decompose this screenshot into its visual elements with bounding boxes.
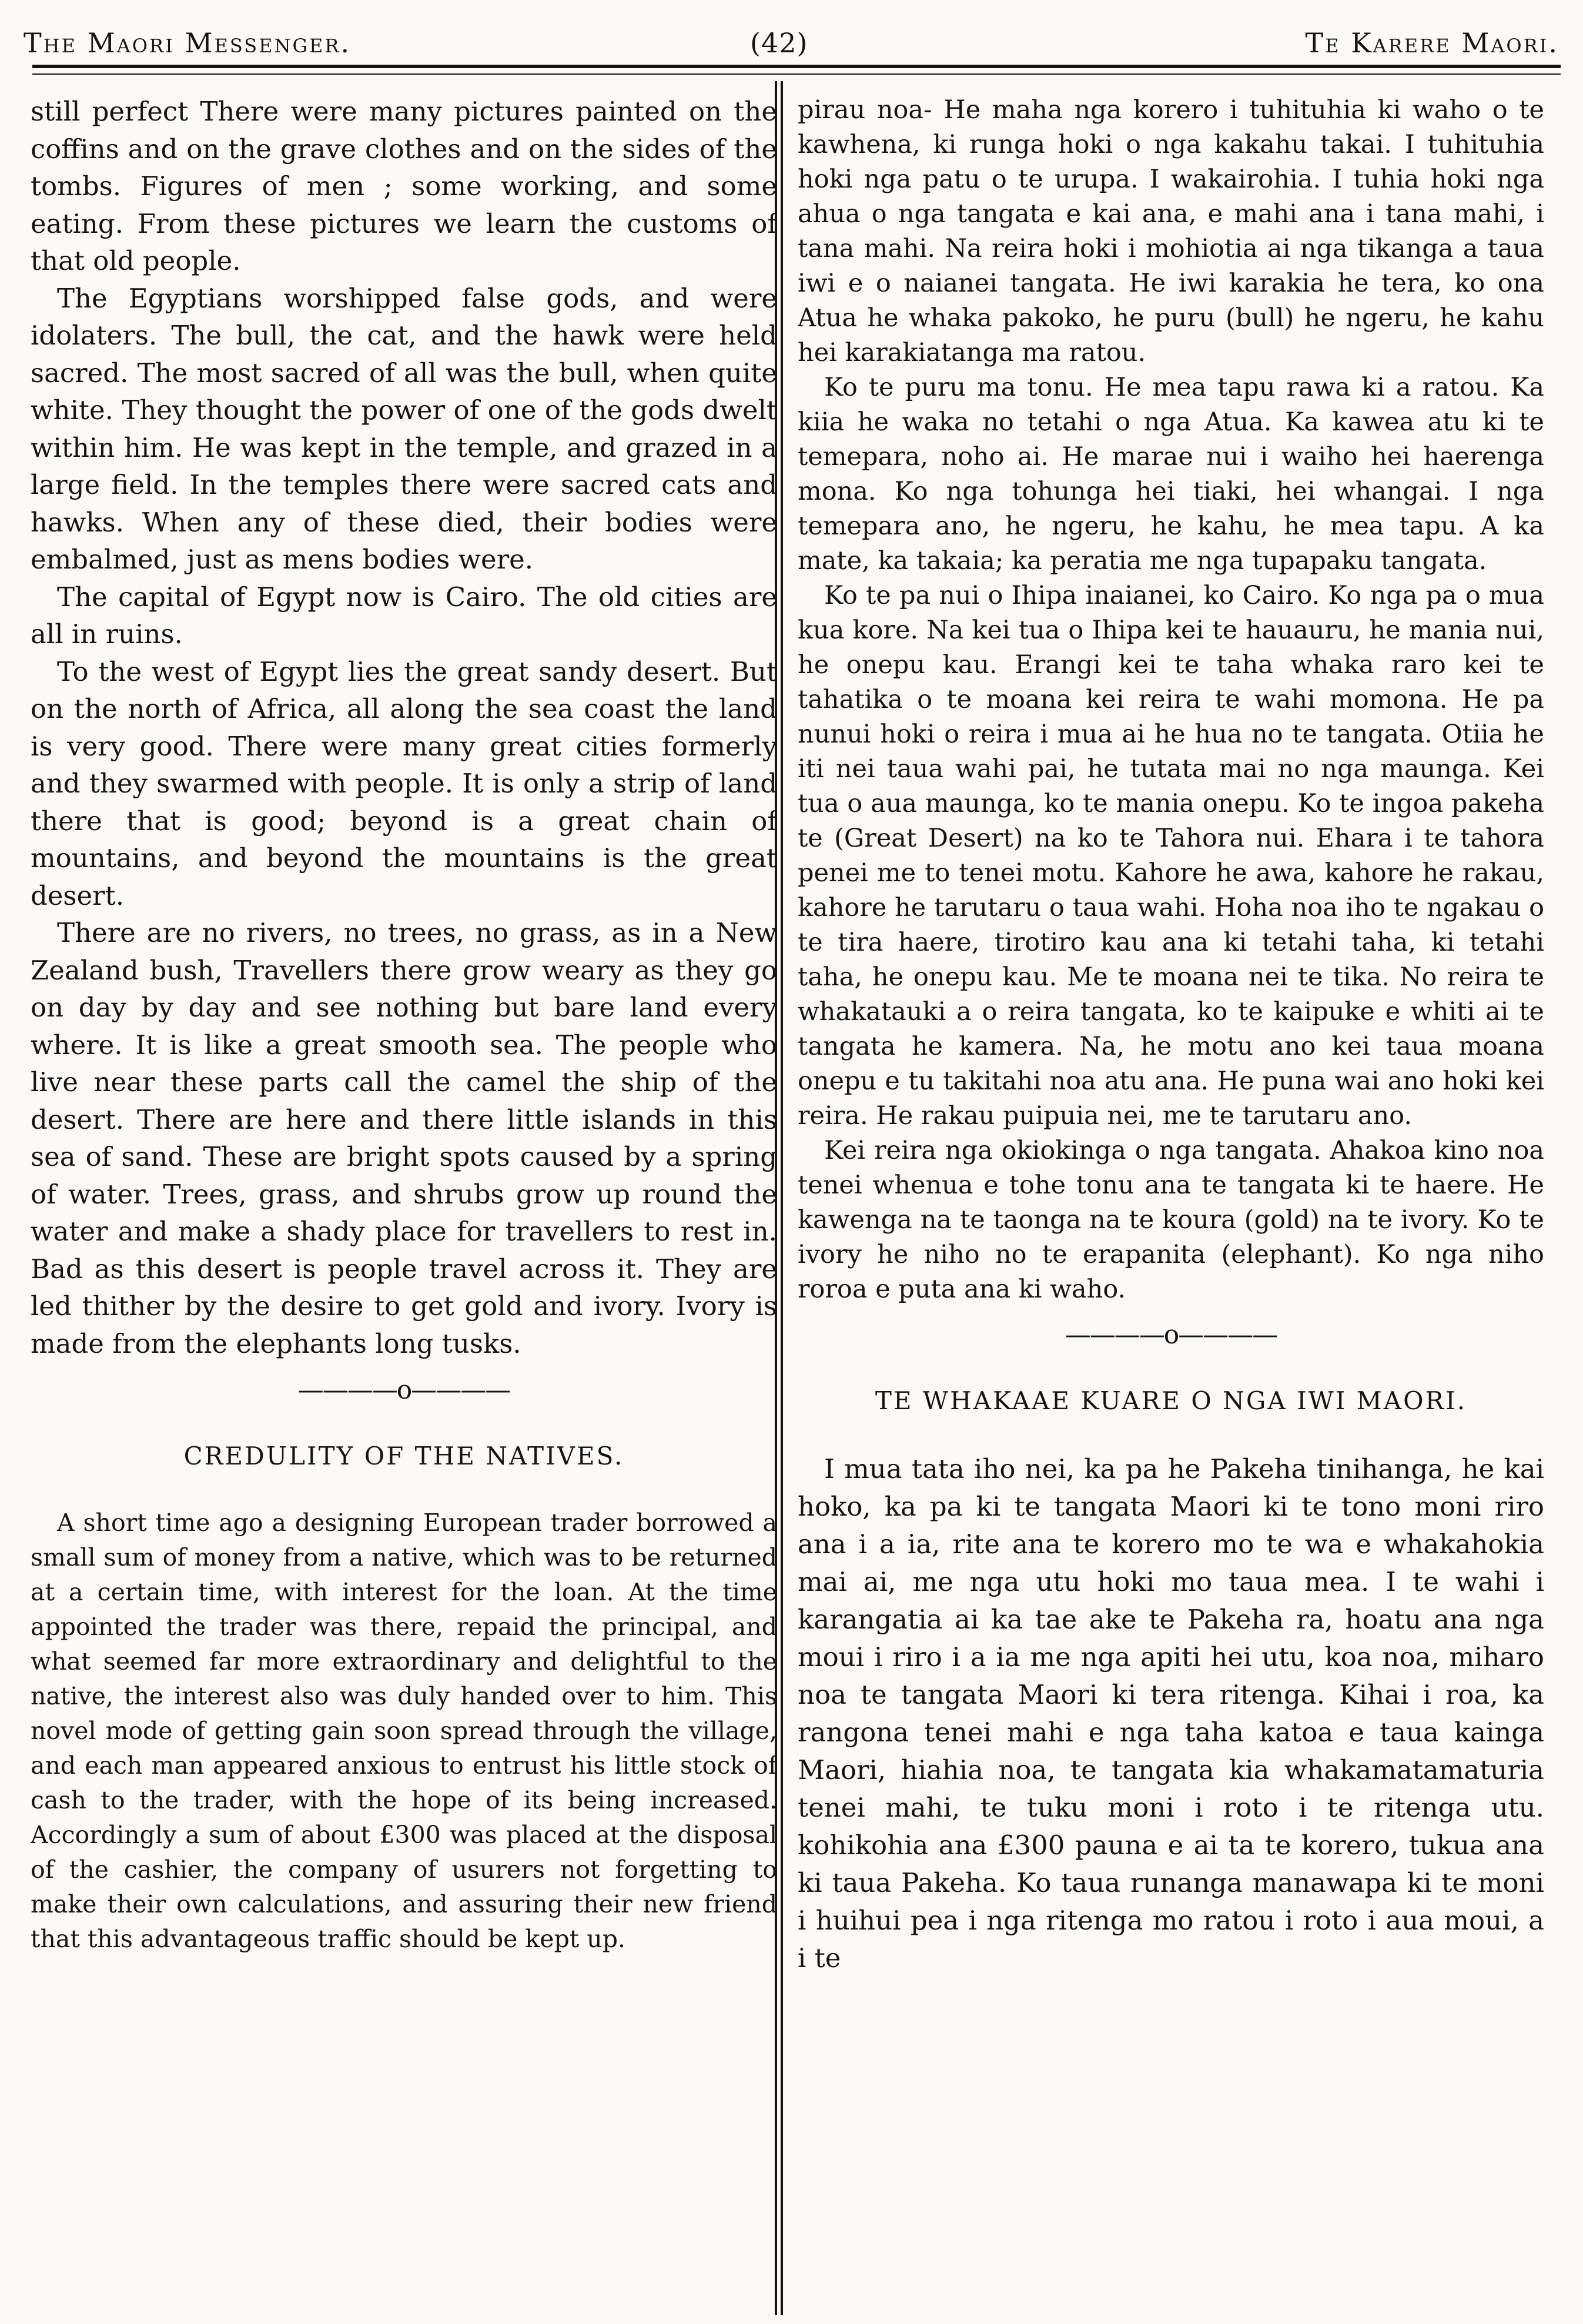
section-separator: ————o———— xyxy=(1065,1320,1277,1350)
article-body: A short time ago a designing European trader borrowed a small sum of money from a native, which was to be returned at a certain time, with interest for the loan. At the time appointed the trader was there, repaid the principal, and what seemed far more extraordinary and delightful to the native, the interest also was duly handed over to him. This novel mode of getting gain soon spread through the village, and each man appeared anxious to entrust his little stock of cash to the trader, with the hope of its being increased. Accordingly a sum of about £300 was placed at the disposal of the cashier, the company of usurers not forgetting to make their own calculations, and assuring their new friend that this advantageous traffic should be kept up. xyxy=(31,1509,777,1953)
paragraph: There are no rivers, no trees, no grass, as in a New Zealand bush, Travellers there grow weary as they go on day by day and see nothing but bare land every where. It is like a great smooth sea. The people who live near these parts call the camel the ship of the desert. There are here and there little islands in this sea of sand. These are bright spots caused by a spring of water. Trees, grass, and shrubs grow up round the water and make a shady place for travellers to rest in. Bad as this desert is people travel across it. They are led thither by the desire to get gold and ivory. Ivory is made from the elephants long tusks. xyxy=(31,917,777,1359)
page-number: (42) xyxy=(750,27,808,59)
column-divider-right xyxy=(781,81,783,2315)
paragraph: Ko te pa nui o Ihipa inaianei, ko Cairo. Ko nga pa o mua kua kore. Na kei tua o Ihipa kei te hauauru, he mania nui, he onepu kau. Erangi kei te taha whaka raro kei te tahatika o te moana kei reira te wahi momona. He pa nunui hoki o reira i mua ai he hua no te tangata. Otiia he iti nei taua wahi pai, he tutata mai no nga maunga. Kei tua o aua maunga, ko te mania onepu. Ko te ingoa pakeha te (Great Desert) na ko te Tahora nui. Ehara i te tahora penei me to tenei motu. Kahore he awa, kahore he rakau, kahore he tarutaru o taua wahi. Hoha noa iho te ngakau o te tira haere, tirotiro kau ana ki tetahi taha, ki tetahi taha, he onepu kau. Me te moana nei te tika. No reira te whakatauki a o reira tangata, ko te kaipuke e whiti ai te tangata he kamera. Na, he motu ano kei taua moana onepu e tu takitahi noa atu ana. He puna wai ano hoki kei reira. He rakau puipuia nei, me te tarutaru ano. xyxy=(798,581,1544,1131)
header-rule-thick xyxy=(32,65,1561,68)
paragraph: Kei reira nga okiokinga o nga tangata. Ahakoa kino noa tenei whenua e tohe tonu ana te tangata ki te haere. He kawenga na te taonga na te koura (gold) na te ivory. Ko te ivory he niho no te erapanita (elephant). Ko nga niho roroa e puta ana ki waho. xyxy=(798,1136,1544,1304)
article-body: I mua tata iho nei, ka pa he Pakeha tinihanga, he kai hoko, ka pa ki te tangata Maori ki te tono moni riro ana i a ia, rite ana te korero mo te wa e whakahokia mai ai, me nga utu hoki mo taua mea. I te wahi i karangatia ai ka tae ake te Pakeha ra, hoatu ana nga moui i riro i a ia me nga apiti hei utu, koa noa, miharo noa te tangata Maori ki tera ritenga. Kihai i roa, ka rangona tenei mahi e nga taha katoa e taua kainga Maori, hiahia noa, te tangata kia whakamatamaturia tenei mahi, te tuku moni i roto i te ritenga utu. kohikohia ana £300 pauna e ai ta te korero, tukua ana ki taua Pakeha. Ko taua runanga manawapa ki te moni i huihui pea i nga ritenga mo ratou i roto i aua moui, a i te xyxy=(798,1453,1544,1974)
article-heading: TE WHAKAAE KUARE O NGA IWI MAORI. xyxy=(875,1386,1467,1415)
paragraph: Ko te puru ma tonu. He mea tapu rawa ki a ratou. Ka kiia he waka no tetahi o nga Atua. Ka kawea atu ki te temepara, noho ai. He marae nui i waiho hei haerenga mona. Ko nga tohunga hei tiaki, hei whangai. I nga temepara ano, he ngeru, he kahu, he mea tapu. A ka mate, ka takaia; ka peratia me nga tupapaku tangata. xyxy=(798,373,1544,576)
header-rule-thin xyxy=(32,73,1561,75)
section-separator: ————o———— xyxy=(297,1375,510,1405)
page-header xyxy=(24,13,1559,60)
right-column xyxy=(798,93,1544,2315)
header-title-english: The Maori Messenger. xyxy=(24,27,352,59)
article-heading: CREDULITY OF THE NATIVES. xyxy=(183,1442,624,1470)
header-title-maori: Te Karere Maori. xyxy=(1305,27,1559,59)
paragraph: still perfect There were many pictures painted on the coffins and on the grave clothes and on the sides of the tombs. Figures of men ; some working, and some eating. From these pictures we learn the customs of that old people. xyxy=(31,96,777,276)
paragraph: The capital of Egypt now is Cairo. The old cities are all in ruins. xyxy=(31,581,777,650)
paragraph: To the west of Egypt lies the great sandy desert. But on the north of Africa, all along the sea coast the land is very good. There were many great cities formerly and they swarmed with people. It is only a strip of land there that is good; beyond is a great chain of mountains, and beyond the mountains is the great desert. xyxy=(31,656,777,911)
paragraph: pirau noa- He maha nga korero i tuhituhia ki waho o te kawhena, ki runga hoki o nga kakahu takai. I tuhituhia hoki nga patu o te urupa. I wakairohia. I tuhia hoki nga ahua o nga tangata e kai ana, e mahi ana i tana mahi, i tana mahi. Na reira hoki i mohiotia ai nga tikanga a taua iwi e o naianei tangata. He iwi karakia he tera, ko ona Atua he whaka pakoko, he puru (bull) he ngeru, he kahu hei karakiatanga ma ratou. xyxy=(798,95,1544,367)
left-column xyxy=(31,93,777,2315)
paragraph: The Egyptians worshipped false gods, and were idolaters. The bull, the cat, and the hawk were held sacred. The most sacred of all was the bull, when quite white. They thought the power of one of the gods dwelt within him. He was kept in the temple, and grazed in a large field. In the temples there were sacred cats and hawks. When any of these died, their bodies were embalmed, just as mens bodies were. xyxy=(31,282,777,575)
